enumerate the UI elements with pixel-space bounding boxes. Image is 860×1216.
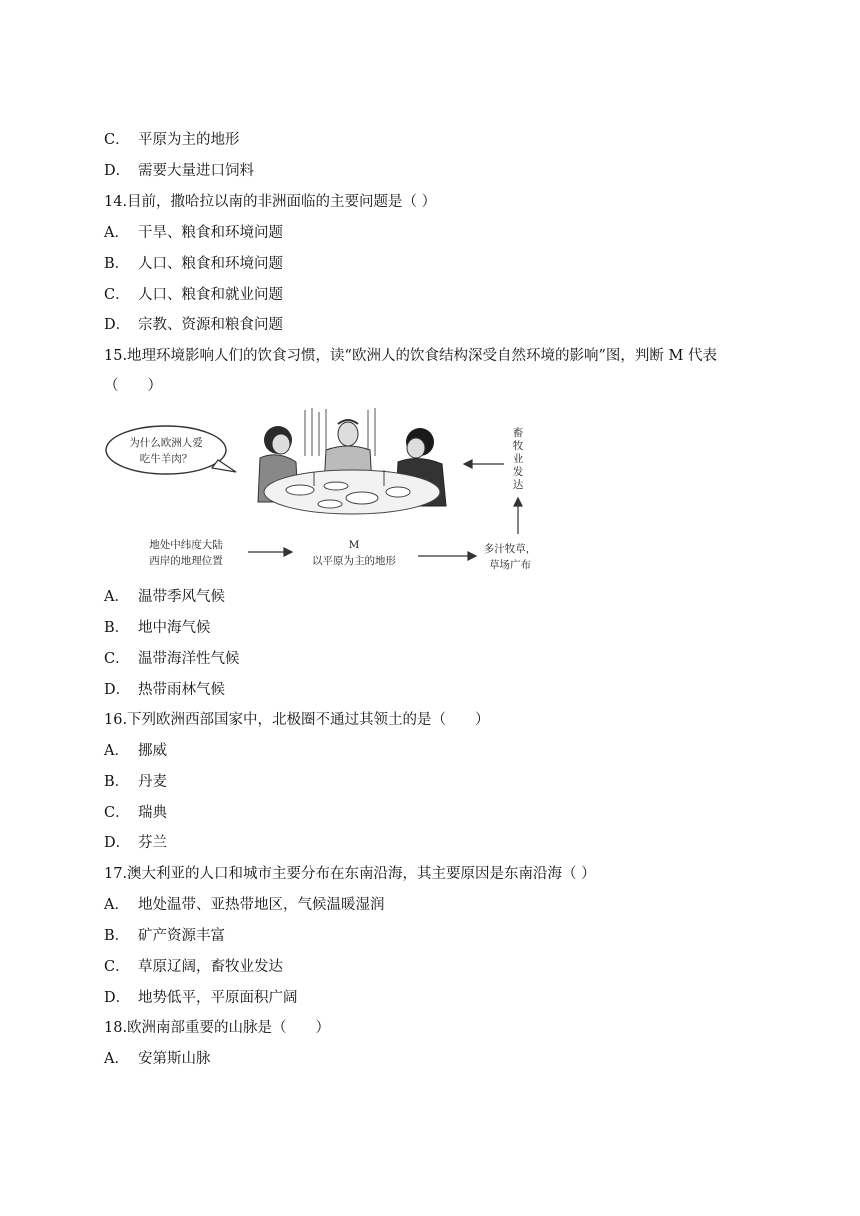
question-17: 17.澳大利亚的人口和城市主要分布在东南沿海，其主要原因是东南沿海（ ） <box>104 866 596 882</box>
option-text: 矿产资源丰富 <box>138 928 225 944</box>
option-line <box>104 926 225 946</box>
option-text: 草原辽阔，畜牧业发达 <box>138 959 283 975</box>
option-line <box>104 957 283 977</box>
option-letter: B． <box>104 620 130 636</box>
question-16: 16.下列欧洲西部国家中，北极圈不通过其领土的是（ ） <box>104 712 490 728</box>
bubble-text-1: 为什么欧洲人爱 <box>129 437 203 449</box>
option-letter: C． <box>104 287 130 303</box>
plain-terrain-text: 以平原为主的地形 <box>312 555 396 567</box>
vertical-char: 发 <box>512 466 524 478</box>
option-letter: D． <box>104 682 131 698</box>
option-letter: C． <box>104 651 130 667</box>
option-text: 挪威 <box>138 743 167 759</box>
option-letter: D． <box>104 990 131 1006</box>
option-letter: C． <box>104 959 130 975</box>
option-line <box>104 895 385 915</box>
option-line <box>104 223 283 243</box>
option-letter: B． <box>104 774 130 790</box>
option-text: 人口、粮食和环境问题 <box>138 256 283 272</box>
option-text: 安第斯山脉 <box>138 1051 211 1067</box>
question-18: 18.欧洲南部重要的山脉是（ ） <box>104 1020 331 1036</box>
option-line <box>104 618 211 638</box>
vertical-char: 畜 <box>512 427 524 439</box>
option-line <box>104 988 298 1008</box>
option-line <box>104 130 240 150</box>
option-letter: A． <box>104 897 129 913</box>
vertical-char: 达 <box>512 479 524 491</box>
option-letter: B． <box>104 256 130 272</box>
option-line <box>104 741 167 761</box>
option-letter: C． <box>104 132 130 148</box>
option-line <box>104 772 167 792</box>
option-letter: D． <box>104 835 131 851</box>
livestock-box <box>513 426 524 491</box>
geo-position-text-2: 西岸的地理位置 <box>149 555 223 567</box>
vertical-char: 牧 <box>512 440 524 452</box>
option-text: 地势低平，平原面积广阔 <box>138 990 298 1006</box>
option-text: 平原为主的地形 <box>138 132 240 148</box>
option-text: 热带雨林气候 <box>138 682 225 698</box>
dining-illustration <box>250 406 450 526</box>
option-letter: B． <box>104 928 130 944</box>
option-text: 宗教、资源和粮食问题 <box>138 317 283 333</box>
option-letter: C． <box>104 805 130 821</box>
option-text: 地处温带、亚热带地区，气候温暖湿润 <box>138 897 385 913</box>
vertical-char: 业 <box>512 453 524 465</box>
option-letter: A． <box>104 743 129 759</box>
pasture-text-2: 草场广布 <box>489 559 531 571</box>
option-line <box>104 833 167 853</box>
option-letter: D． <box>104 163 131 179</box>
option-text: 丹麦 <box>138 774 167 790</box>
option-line <box>104 285 283 305</box>
option-line <box>104 315 283 335</box>
m-label: M <box>348 539 360 551</box>
option-text: 需要大量进口饲料 <box>138 163 254 179</box>
option-line <box>104 1049 211 1069</box>
option-text: 人口、粮食和就业问题 <box>138 287 283 303</box>
question-14: 14.目前，撒哈拉以南的非洲面临的主要问题是（ ） <box>104 194 437 210</box>
option-text: 瑞典 <box>138 805 167 821</box>
option-line <box>104 161 254 181</box>
option-text: 干旱、粮食和环境问题 <box>138 225 283 241</box>
option-text: 温带海洋性气候 <box>138 651 240 667</box>
option-text: 温带季风气候 <box>138 589 225 605</box>
option-letter: A． <box>104 225 129 241</box>
option-text: 芬兰 <box>138 835 167 851</box>
geo-position-text-1: 地处中纬度大陆 <box>149 539 223 551</box>
bubble-text-2: 吃牛羊肉？ <box>139 453 193 465</box>
option-text: 地中海气候 <box>138 620 211 636</box>
option-line <box>104 649 240 669</box>
pasture-text-1: 多汁牧草， <box>483 543 537 555</box>
question-15-bracket: （ ） <box>104 378 162 394</box>
option-line <box>104 803 167 823</box>
option-line <box>104 587 225 607</box>
option-letter: A． <box>104 1051 129 1067</box>
option-letter: A． <box>104 589 129 605</box>
option-line <box>104 254 283 274</box>
option-line <box>104 680 225 700</box>
option-letter: D． <box>104 317 131 333</box>
diet-figure <box>100 406 540 576</box>
question-15: 15.地理环境影响人们的饮食习惯，读“欧洲人的饮食结构深受自然环境的影响”图，判断 M 代表 <box>104 348 717 364</box>
speech-bubble <box>106 426 236 474</box>
